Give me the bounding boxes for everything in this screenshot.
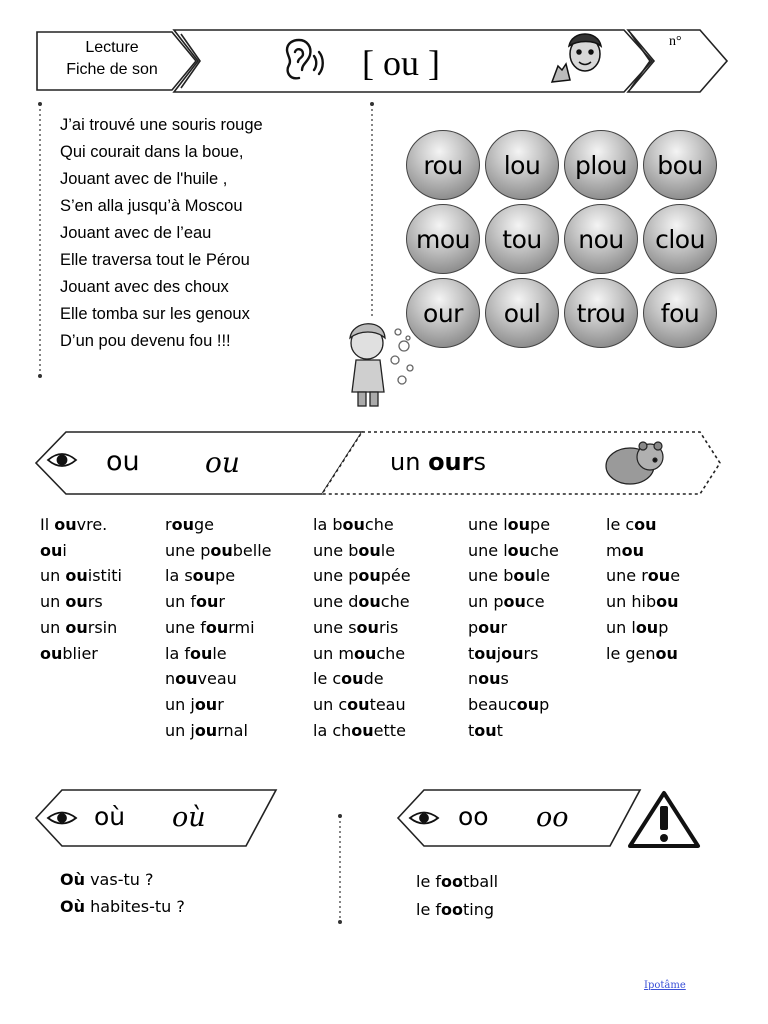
poem-line: D’un pou devenu fou !!! bbox=[60, 332, 231, 350]
kid-bubbles-icon bbox=[350, 324, 413, 406]
word-item: pour bbox=[468, 617, 508, 637]
word-item: nouveau bbox=[165, 669, 237, 689]
example-line: le football bbox=[416, 872, 499, 891]
syllable-bubble: our bbox=[406, 278, 480, 348]
ou-cursive: ou bbox=[205, 446, 240, 479]
number-label: n° bbox=[669, 34, 682, 49]
example-line: Où vas-tu ? bbox=[60, 870, 154, 889]
poem-line: Jouant avec de l'huile , bbox=[60, 170, 228, 188]
ou-example-bold: our bbox=[428, 448, 474, 476]
syllable-bubble: rou bbox=[406, 130, 480, 200]
lecture-label: Lecture bbox=[85, 39, 139, 56]
example-line: Où habites-tu ? bbox=[60, 897, 185, 916]
band-ou-accent-frame bbox=[36, 790, 276, 846]
poem-line: S’en alla jusqu’à Moscou bbox=[60, 197, 243, 215]
syllable-bubble: mou bbox=[406, 204, 480, 274]
word-item: une roue bbox=[606, 566, 681, 586]
word-item: un couteau bbox=[313, 694, 406, 714]
word-item: un mouche bbox=[313, 643, 406, 663]
ou-example-post: s bbox=[473, 448, 486, 476]
word-item: un journal bbox=[165, 720, 248, 740]
oo-examples bbox=[416, 868, 498, 924]
word-item: toujours bbox=[468, 643, 539, 663]
sound-title: [ ou ] bbox=[362, 43, 440, 83]
word-item: le cou bbox=[606, 515, 657, 534]
word-item: le genou bbox=[606, 643, 678, 663]
syllable-bubble: bou bbox=[643, 130, 717, 200]
ou-print: ou bbox=[106, 446, 140, 477]
word-item: un loup bbox=[606, 617, 669, 637]
word-item: une poubelle bbox=[165, 540, 272, 560]
word-item: Il ouvre. bbox=[40, 515, 108, 534]
poem bbox=[60, 112, 263, 355]
syllable-bubble: tou bbox=[485, 204, 559, 274]
word-item: une poupée bbox=[313, 566, 411, 586]
word-item: la soupe bbox=[165, 566, 236, 586]
warning-icon bbox=[630, 793, 698, 846]
poem-line: Elle tomba sur les genoux bbox=[60, 305, 250, 323]
word-item: un jour bbox=[165, 694, 224, 714]
word-item: la bouche bbox=[313, 515, 394, 534]
syllable-bubble: plou bbox=[564, 130, 638, 200]
poem-line: J’ai trouvé une souris rouge bbox=[60, 116, 263, 134]
word-item: nous bbox=[468, 669, 509, 689]
word-column bbox=[40, 512, 122, 666]
header-label bbox=[37, 32, 187, 90]
word-item: beaucoup bbox=[468, 694, 550, 714]
syllable-bubble: oul bbox=[485, 278, 559, 348]
word-item: rouge bbox=[165, 515, 214, 534]
poem-line: Elle traversa tout le Pérou bbox=[60, 251, 250, 269]
word-item: mou bbox=[606, 540, 644, 560]
word-item: un pouce bbox=[468, 592, 545, 612]
word-item: oublier bbox=[40, 643, 98, 663]
word-column bbox=[468, 512, 559, 743]
syllable-bubble: clou bbox=[643, 204, 717, 274]
word-item: le coude bbox=[313, 669, 384, 689]
word-item: un four bbox=[165, 592, 225, 612]
word-column bbox=[606, 512, 680, 666]
poem-line: Jouant avec de l’eau bbox=[60, 224, 212, 242]
syllable-bubble: nou bbox=[564, 204, 638, 274]
word-item: un ouistiti bbox=[40, 566, 122, 586]
syllable-bubble: lou bbox=[485, 130, 559, 200]
word-item: tout bbox=[468, 720, 503, 740]
word-item: une douche bbox=[313, 592, 410, 612]
word-item: une loupe bbox=[468, 515, 551, 534]
word-item: une louche bbox=[468, 540, 559, 560]
word-item: la chouette bbox=[313, 720, 406, 740]
ou-accent-print: où bbox=[94, 802, 126, 831]
word-item: une souris bbox=[313, 617, 399, 637]
ou-accent-examples bbox=[60, 866, 185, 920]
word-item: la foule bbox=[165, 643, 227, 663]
ou-accent-cursive: où bbox=[172, 802, 206, 833]
syllable-bubble: trou bbox=[564, 278, 638, 348]
oo-cursive: oo bbox=[536, 802, 569, 833]
word-item: une fourmi bbox=[165, 617, 255, 637]
word-item: une boule bbox=[313, 540, 396, 560]
word-item: oui bbox=[40, 540, 67, 560]
ou-example bbox=[390, 448, 486, 476]
credit-link[interactable]: Ipotâme bbox=[644, 980, 686, 991]
poem-line: Jouant avec des choux bbox=[60, 278, 229, 296]
word-column bbox=[165, 512, 272, 743]
word-item: un hibou bbox=[606, 592, 679, 612]
syllable-bubble: fou bbox=[643, 278, 717, 348]
word-item: un oursin bbox=[40, 617, 118, 637]
word-item: un ours bbox=[40, 592, 103, 612]
example-line: le footing bbox=[416, 900, 495, 919]
ou-example-pre: un bbox=[390, 448, 429, 476]
word-column bbox=[313, 512, 411, 743]
word-item: une boule bbox=[468, 566, 551, 586]
oo-print: oo bbox=[458, 802, 489, 831]
band-oo-frame bbox=[398, 790, 640, 846]
fiche-label: Fiche de son bbox=[66, 61, 158, 78]
poem-line: Qui courait dans la boue, bbox=[60, 143, 244, 161]
